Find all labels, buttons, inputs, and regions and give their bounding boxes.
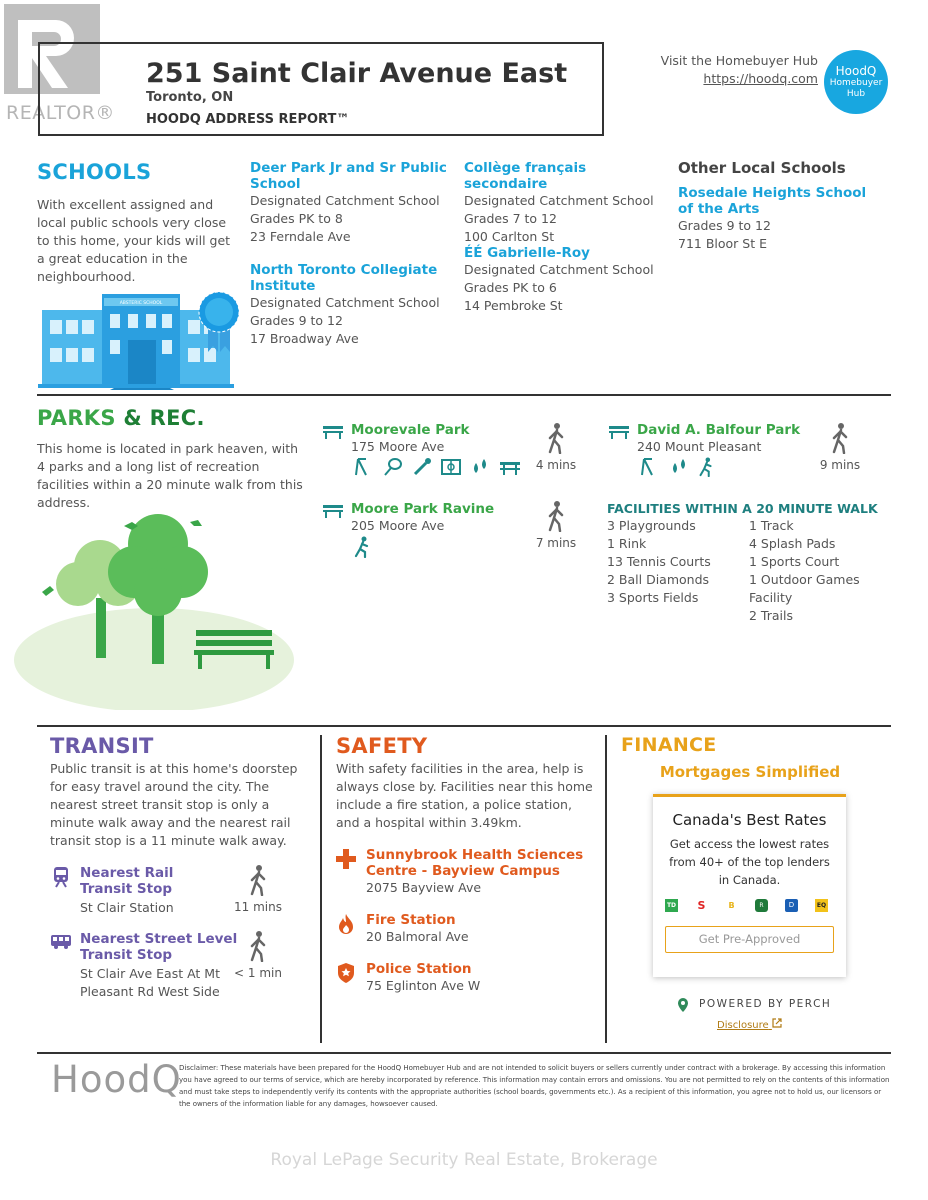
- walking-person-icon: [546, 500, 566, 532]
- park-trees-illustration: [14, 512, 314, 710]
- schools-title: SCHOOLS: [37, 160, 152, 184]
- walking-person-icon: [248, 930, 268, 962]
- park-name[interactable]: Moore Park Ravine: [351, 501, 495, 517]
- park-item: [351, 422, 531, 456]
- school-name[interactable]: ÉÉ Gabrielle-Roy: [464, 245, 590, 261]
- park-amenity-icons: [640, 456, 718, 477]
- hoodq-footer-logo: HoodQ: [51, 1058, 182, 1101]
- safety-title: SAFETY: [336, 734, 428, 758]
- desjardins-logo: D: [785, 899, 798, 912]
- school-item: [464, 245, 664, 315]
- school-address: 23 Ferndale Ave: [250, 229, 351, 244]
- park-address: 205 Moore Ave: [351, 518, 445, 533]
- facility-item: 3 Playgrounds: [607, 518, 696, 533]
- city-label: Toronto, ON: [146, 90, 234, 105]
- school-item: [464, 160, 664, 246]
- school-grades: Grades PK to 8: [250, 211, 343, 226]
- facilities-list-left: [607, 517, 747, 607]
- safety-description: With safety facilities in the area, help is always close by. Facilities near this home include a fire station, a police station, and a hospital within 3.49km.: [336, 761, 593, 830]
- park-name[interactable]: Moorevale Park: [351, 422, 470, 438]
- school-building-sign: ABSTERIC SCHOOL: [119, 301, 163, 306]
- brokerage-watermark: Royal LePage Security Real Estate, Brokerage: [270, 1150, 658, 1170]
- park-address: 175 Moore Ave: [351, 439, 445, 454]
- ball-diamond-icon: [412, 456, 436, 475]
- park-address: 240 Mount Pleasant: [637, 439, 762, 454]
- hospital-item: [366, 847, 590, 897]
- hub-link[interactable]: https://hoodq.com: [703, 71, 818, 86]
- bank-logos: [665, 899, 828, 912]
- walk-time-text: 4 mins: [535, 458, 577, 472]
- hospital-name: Sunnybrook Health Sciences Centre - Bayview Campus: [366, 847, 584, 879]
- finance-title: FINANCE: [621, 734, 717, 756]
- report-label: HOODQ ADDRESS REPORT™: [146, 112, 350, 127]
- facility-item: 4 Splash Pads: [749, 536, 836, 551]
- realtor-logo-text: REALTOR®: [6, 102, 115, 124]
- disclosure-label: Disclosure: [717, 1020, 769, 1031]
- police-station-item: [366, 961, 590, 995]
- external-link-icon: [772, 1020, 782, 1031]
- parks-description: This home is located in park heaven, with 4 parks and a long list of recreation facilities within a 20 minute walk from this address.: [37, 441, 303, 510]
- rates-card: [653, 794, 846, 977]
- section-divider: [37, 394, 891, 396]
- rates-card-description: Get access the lowest rates from 40+ of the top lenders in Canada.: [669, 837, 830, 887]
- playground-icon: [354, 456, 378, 475]
- parks-title: [37, 406, 205, 430]
- fire-station-item: [366, 912, 590, 946]
- walk-time-text: 11 mins: [234, 900, 282, 914]
- school-name[interactable]: Deer Park Jr and Sr Public School: [250, 160, 447, 192]
- school-grades: Grades 7 to 12: [464, 211, 557, 226]
- sports-field-icon: [441, 456, 465, 475]
- rail-transit-item: [80, 865, 230, 917]
- facility-item: 1 Outdoor Games Facility: [749, 572, 860, 605]
- column-divider: [605, 735, 607, 1043]
- facility-item: 1 Rink: [607, 536, 647, 551]
- train-icon: [52, 866, 70, 892]
- rail-transit-label: Nearest Rail Transit Stop: [80, 865, 174, 897]
- street-transit-label: Nearest Street Level Transit Stop: [80, 931, 238, 963]
- column-divider: [320, 735, 322, 1043]
- picnic-table-icon: [499, 456, 525, 475]
- bench-icon: [322, 503, 344, 522]
- school-item: [250, 262, 450, 348]
- td-bank-logo: TD: [665, 899, 678, 912]
- walk-time: [230, 930, 286, 980]
- badge-title: HoodQ: [835, 64, 877, 78]
- school-name[interactable]: Rosedale Heights School of the Arts: [678, 185, 867, 217]
- school-grades: Grades 9 to 12: [678, 218, 771, 233]
- fire-station-address: 20 Balmoral Ave: [366, 929, 469, 944]
- parks-title-b: & REC.: [115, 406, 205, 430]
- other-schools-title: Other Local Schools: [678, 159, 846, 177]
- address-header-box: [38, 42, 604, 136]
- school-grades: Grades 9 to 12: [250, 313, 343, 328]
- hospital-address: 2075 Bayview Ave: [366, 880, 482, 895]
- school-address: 711 Bloor St E: [678, 236, 767, 251]
- trail-runner-icon: [698, 456, 718, 475]
- schools-description: With excellent assigned and local public schools very close to this home, your kids will get a great education in the neighbourhood.: [37, 197, 231, 284]
- footer-divider: [37, 1052, 891, 1054]
- bmo-logo: B: [728, 901, 735, 910]
- facilities-list-right: [749, 517, 879, 625]
- award-ribbon-icon: [196, 290, 242, 354]
- bus-icon: [50, 934, 72, 954]
- hoodq-badge[interactable]: [824, 50, 888, 114]
- walk-time: [528, 500, 584, 550]
- tennis-icon: [383, 456, 407, 475]
- rates-card-title: Canada's Best Rates: [672, 811, 827, 829]
- disclaimer-text: Disclaimer: These materials have been prepared for the HoodQ Homebuyer Hub and are not intended to solicit buyers or sellers currently under contract with a brokerage. By accessing this information you have agreed to our terms of service, which are hereby incorporated by reference. This information may contain errors and omissions. You are not permitted to rely on the contents of this information and must take steps to independently verify its contents with the appropriate authorities (school boards, governments etc.). As a recipient of this information, you agree not to hold us, our licensors or the owners of the information liable for any damages, howsoever caused.: [179, 1064, 890, 1108]
- school-item: [250, 160, 450, 246]
- hospital-cross-icon: [336, 849, 356, 873]
- school-item: [678, 185, 878, 253]
- bench-icon: [322, 424, 344, 443]
- badge-line2: Hub: [846, 89, 866, 99]
- facility-item: 2 Ball Diamonds: [607, 572, 710, 587]
- school-type: Designated Catchment School: [250, 295, 440, 310]
- police-station-name: Police Station: [366, 961, 472, 977]
- school-type: Designated Catchment School: [464, 193, 654, 208]
- rbc-logo: R: [755, 899, 768, 912]
- park-item: [637, 422, 817, 456]
- street-stop-name: St Clair Ave East At Mt Pleasant Rd West Side: [80, 966, 220, 999]
- section-divider: [37, 725, 891, 727]
- walk-time: [812, 422, 868, 472]
- facility-item: 13 Tennis Courts: [607, 554, 711, 569]
- disclosure-link[interactable]: [717, 1018, 782, 1031]
- walk-time-text: 9 mins: [819, 458, 861, 472]
- playground-icon: [640, 456, 664, 475]
- park-name[interactable]: David A. Balfour Park: [637, 422, 801, 438]
- facility-item: 1 Track: [749, 518, 794, 533]
- powered-by-perch: POWERED BY PERCH: [699, 998, 832, 1010]
- badge-line1: Homebuyer: [829, 78, 883, 88]
- fire-icon: [338, 913, 354, 939]
- bench-icon: [608, 424, 630, 443]
- police-badge-icon: [337, 962, 355, 988]
- scotiabank-logo: S: [697, 899, 706, 912]
- street-transit-item: [80, 931, 240, 1001]
- visit-hub-text: Visit the Homebuyer Hub: [660, 53, 818, 68]
- park-amenity-icons: [354, 456, 525, 477]
- walking-person-icon: [248, 864, 268, 896]
- eq-bank-logo: EQ: [815, 899, 828, 912]
- rail-stop-name: St Clair Station: [80, 900, 174, 915]
- transit-description: Public transit is at this home's doorstep for easy travel around the city. The nearest street transit stop is only a minute walk away and the nearest rail transit stop is a 11 minute walk away.: [50, 761, 298, 848]
- get-pre-approved-button[interactable]: Get Pre-Approved: [665, 926, 834, 953]
- school-grades: Grades PK to 6: [464, 280, 557, 295]
- facilities-title: FACILITIES WITHIN A 20 MINUTE WALK: [607, 501, 878, 516]
- school-name[interactable]: North Toronto Collegiate Institute: [250, 262, 438, 294]
- perch-location-icon: [677, 997, 689, 1016]
- splash-pad-icon: [669, 456, 693, 475]
- trail-runner-icon: [354, 536, 370, 562]
- walk-time: [528, 422, 584, 472]
- school-name[interactable]: Collège français secondaire: [464, 160, 587, 192]
- school-address: 17 Broadway Ave: [250, 331, 359, 346]
- school-type: Designated Catchment School: [250, 193, 440, 208]
- facility-item: 2 Trails: [749, 608, 793, 623]
- school-type: Designated Catchment School: [464, 262, 654, 277]
- walk-time: [230, 864, 286, 914]
- facility-item: 3 Sports Fields: [607, 590, 699, 605]
- walk-time-text: 7 mins: [535, 536, 577, 550]
- walking-person-icon: [546, 422, 566, 454]
- walking-person-icon: [830, 422, 850, 454]
- park-item: [351, 501, 531, 535]
- facility-item: 1 Sports Court: [749, 554, 840, 569]
- school-address: 100 Carlton St: [464, 229, 555, 244]
- fire-station-name: Fire Station: [366, 912, 456, 928]
- police-station-address: 75 Eglinton Ave W: [366, 978, 481, 993]
- parks-title-a: PARKS: [37, 406, 116, 430]
- transit-title: TRANSIT: [50, 734, 154, 758]
- walk-time-text: < 1 min: [234, 966, 282, 980]
- splash-pad-icon: [470, 456, 494, 475]
- address-title: 251 Saint Clair Avenue East: [146, 58, 568, 89]
- finance-subtitle: Mortgages Simplified: [659, 763, 841, 781]
- school-address: 14 Pembroke St: [464, 298, 563, 313]
